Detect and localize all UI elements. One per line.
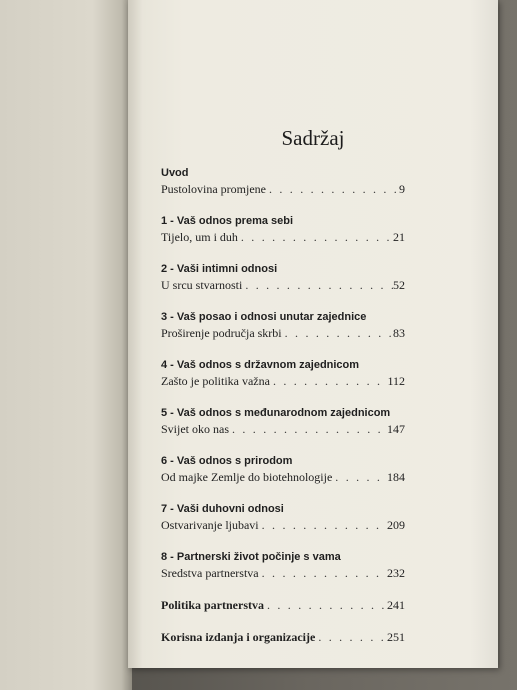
toc-entry-chapter-7 xyxy=(161,502,405,532)
toc-heading: 7 - Vaši duhovni odnosi xyxy=(161,503,284,515)
page-title: Sadržaj xyxy=(281,126,345,150)
toc-leader xyxy=(282,326,393,340)
table-of-contents xyxy=(161,166,405,662)
toc-row xyxy=(161,566,405,580)
toc-page-number: 112 xyxy=(387,374,405,388)
toc-page-number: 184 xyxy=(387,470,405,484)
toc-row xyxy=(161,326,405,340)
toc-leader xyxy=(266,182,399,196)
toc-row xyxy=(161,374,405,388)
toc-entry-chapter-2 xyxy=(161,262,405,292)
toc-leader xyxy=(229,422,387,436)
toc-page-number: 241 xyxy=(387,598,405,612)
toc-subtitle: Proširenje područja skrbi xyxy=(161,326,282,340)
toc-leader xyxy=(259,518,387,532)
toc-subtitle: Zašto je politika važna xyxy=(161,374,270,388)
toc-entry-chapter-8 xyxy=(161,550,405,580)
toc-row xyxy=(161,422,405,436)
toc-heading: 2 - Vaši intimni odnosi xyxy=(161,263,278,275)
toc-leader xyxy=(264,598,387,612)
toc-page-number: 147 xyxy=(387,422,405,436)
toc-heading: 8 - Partnerski život počinje s vama xyxy=(161,551,341,563)
toc-subtitle: Svijet oko nas xyxy=(161,422,229,436)
toc-entry-chapter-1 xyxy=(161,214,405,244)
toc-subtitle: U srcu stvarnosti xyxy=(161,278,243,292)
toc-entry-intro xyxy=(161,166,405,196)
toc-leader xyxy=(259,566,387,580)
toc-entry-resources xyxy=(161,630,405,644)
toc-row xyxy=(161,630,405,644)
toc-leader xyxy=(270,374,387,388)
toc-page-number: 209 xyxy=(387,518,405,532)
toc-entry-chapter-6 xyxy=(161,454,405,484)
toc-row xyxy=(161,182,405,196)
toc-entry-chapter-4 xyxy=(161,358,405,388)
toc-heading: 6 - Vaš odnos s prirodom xyxy=(161,455,293,467)
toc-leader xyxy=(238,230,393,244)
toc-row xyxy=(161,470,405,484)
left-page xyxy=(0,0,132,690)
toc-heading: 3 - Vaš posao i odnosi unutar zajednice xyxy=(161,311,367,323)
toc-subtitle: Od majke Zemlje do biotehnologije xyxy=(161,470,333,484)
toc-page-number: 232 xyxy=(387,566,405,580)
toc-page-number: 9 xyxy=(399,182,405,196)
toc-row xyxy=(161,230,405,244)
toc-page-number: 83 xyxy=(393,326,405,340)
toc-leader xyxy=(242,278,393,292)
toc-subtitle: Sredstva partnerstva xyxy=(161,566,259,580)
toc-leader xyxy=(315,630,387,644)
toc-heading: 1 - Vaš odnos prema sebi xyxy=(161,215,294,227)
toc-row xyxy=(161,278,405,292)
toc-page-number: 251 xyxy=(387,630,405,644)
toc-heading: 5 - Vaš odnos s međunarodnom zajednicom xyxy=(161,407,391,419)
toc-page-number: 52 xyxy=(393,278,405,292)
page-edge-shadow xyxy=(470,0,500,668)
toc-subtitle: Tijelo, um i duh xyxy=(161,230,238,244)
toc-entry-chapter-3 xyxy=(161,310,405,340)
toc-subtitle: Pustolovina promjene xyxy=(161,182,266,196)
toc-subtitle: Ostvarivanje ljubavi xyxy=(161,518,259,532)
toc-entry-chapter-5 xyxy=(161,406,405,436)
toc-title: Politika partnerstva xyxy=(161,598,264,612)
toc-page-number: 21 xyxy=(393,230,405,244)
toc-entry-partnership-politics xyxy=(161,598,405,612)
toc-row xyxy=(161,518,405,532)
toc-heading: Uvod xyxy=(161,167,189,179)
toc-leader xyxy=(332,470,387,484)
toc-row xyxy=(161,598,405,612)
toc-title: Korisna izdanja i organizacije xyxy=(161,630,316,644)
toc-heading: 4 - Vaš odnos s državnom zajednicom xyxy=(161,359,360,371)
